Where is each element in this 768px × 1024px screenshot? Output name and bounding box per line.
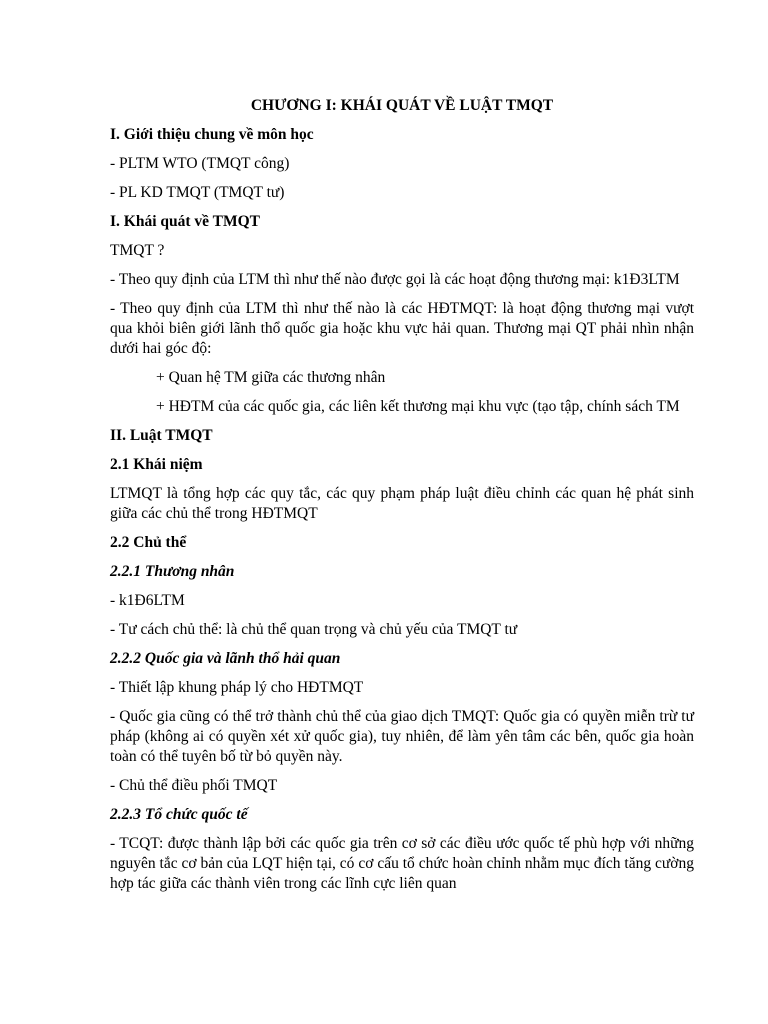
bullet-item: - Chủ thể điều phối TMQT xyxy=(110,777,278,794)
document-page xyxy=(110,96,694,903)
section-heading: I. Khái quát về TMQT xyxy=(110,213,261,230)
bullet-item: - TCQT: được thành lập bởi các quốc gia trên cơ sở các điều ước quốc tế phù hợp với những nguyên tắc cơ bản của LQT hiện tại, có cơ cấu tổ chức hoàn chỉnh nhằm mục đích tăng cường hợp tác giữa các thành viên trong các lĩnh cực liên quan xyxy=(110,835,694,892)
body-text: TMQT ? xyxy=(110,242,165,259)
subsubsection-heading: 2.2.3 Tổ chức quốc tế xyxy=(110,806,248,823)
sub-bullet-item: + HĐTM của các quốc gia, các liên kết thương mại khu vực (tạo tập, chính sách TM xyxy=(156,398,680,415)
bullet-item: - Theo quy định của LTM thì như thế nào được gọi là các hoạt động thương mại: k1Đ3LTM xyxy=(110,271,680,288)
bullet-item: - Theo quy định của LTM thì như thế nào là các HĐTMQT: là hoạt động thương mại vượt qua khỏi biên giới lãnh thổ quốc gia hoặc khu vực hải quan. Thương mại QT phải nhìn nhận dưới hai góc độ: xyxy=(110,300,694,357)
bullet-item: - Quốc gia cũng có thể trở thành chủ thể của giao dịch TMQT: Quốc gia có quyền miễn trừ tư pháp (không ai có quyền xét xử quốc gia), tuy nhiên, để làm yên tâm các bên, quốc gia hoàn toàn có thể tuyên bố từ bỏ quyền này. xyxy=(110,708,694,765)
subsection-heading: 2.2 Chủ thể xyxy=(110,534,187,551)
subsection-heading: 2.1 Khái niệm xyxy=(110,456,203,473)
bullet-item: - Tư cách chủ thể: là chủ thể quan trọng và chủ yếu của TMQT tư xyxy=(110,621,518,638)
bullet-item: - PL KD TMQT (TMQT tư) xyxy=(110,184,285,201)
chapter-title: CHƯƠNG I: KHÁI QUÁT VỀ LUẬT TMQT xyxy=(250,97,554,114)
bullet-item: - PLTM WTO (TMQT công) xyxy=(110,155,290,172)
subsubsection-heading: 2.2.2 Quốc gia và lãnh thổ hải quan xyxy=(110,650,341,667)
section-heading: I. Giới thiệu chung về môn học xyxy=(110,126,314,143)
section-heading: II. Luật TMQT xyxy=(110,427,213,444)
body-text: LTMQT là tổng hợp các quy tắc, các quy phạm pháp luật điều chỉnh các quan hệ phát sinh giữa các chủ thể trong HĐTMQT xyxy=(110,485,694,522)
sub-bullet-item: + Quan hệ TM giữa các thương nhân xyxy=(156,369,386,386)
bullet-item: - Thiết lập khung pháp lý cho HĐTMQT xyxy=(110,679,364,696)
subsubsection-heading: 2.2.1 Thương nhân xyxy=(110,563,235,580)
bullet-item: - k1Đ6LTM xyxy=(110,592,185,609)
